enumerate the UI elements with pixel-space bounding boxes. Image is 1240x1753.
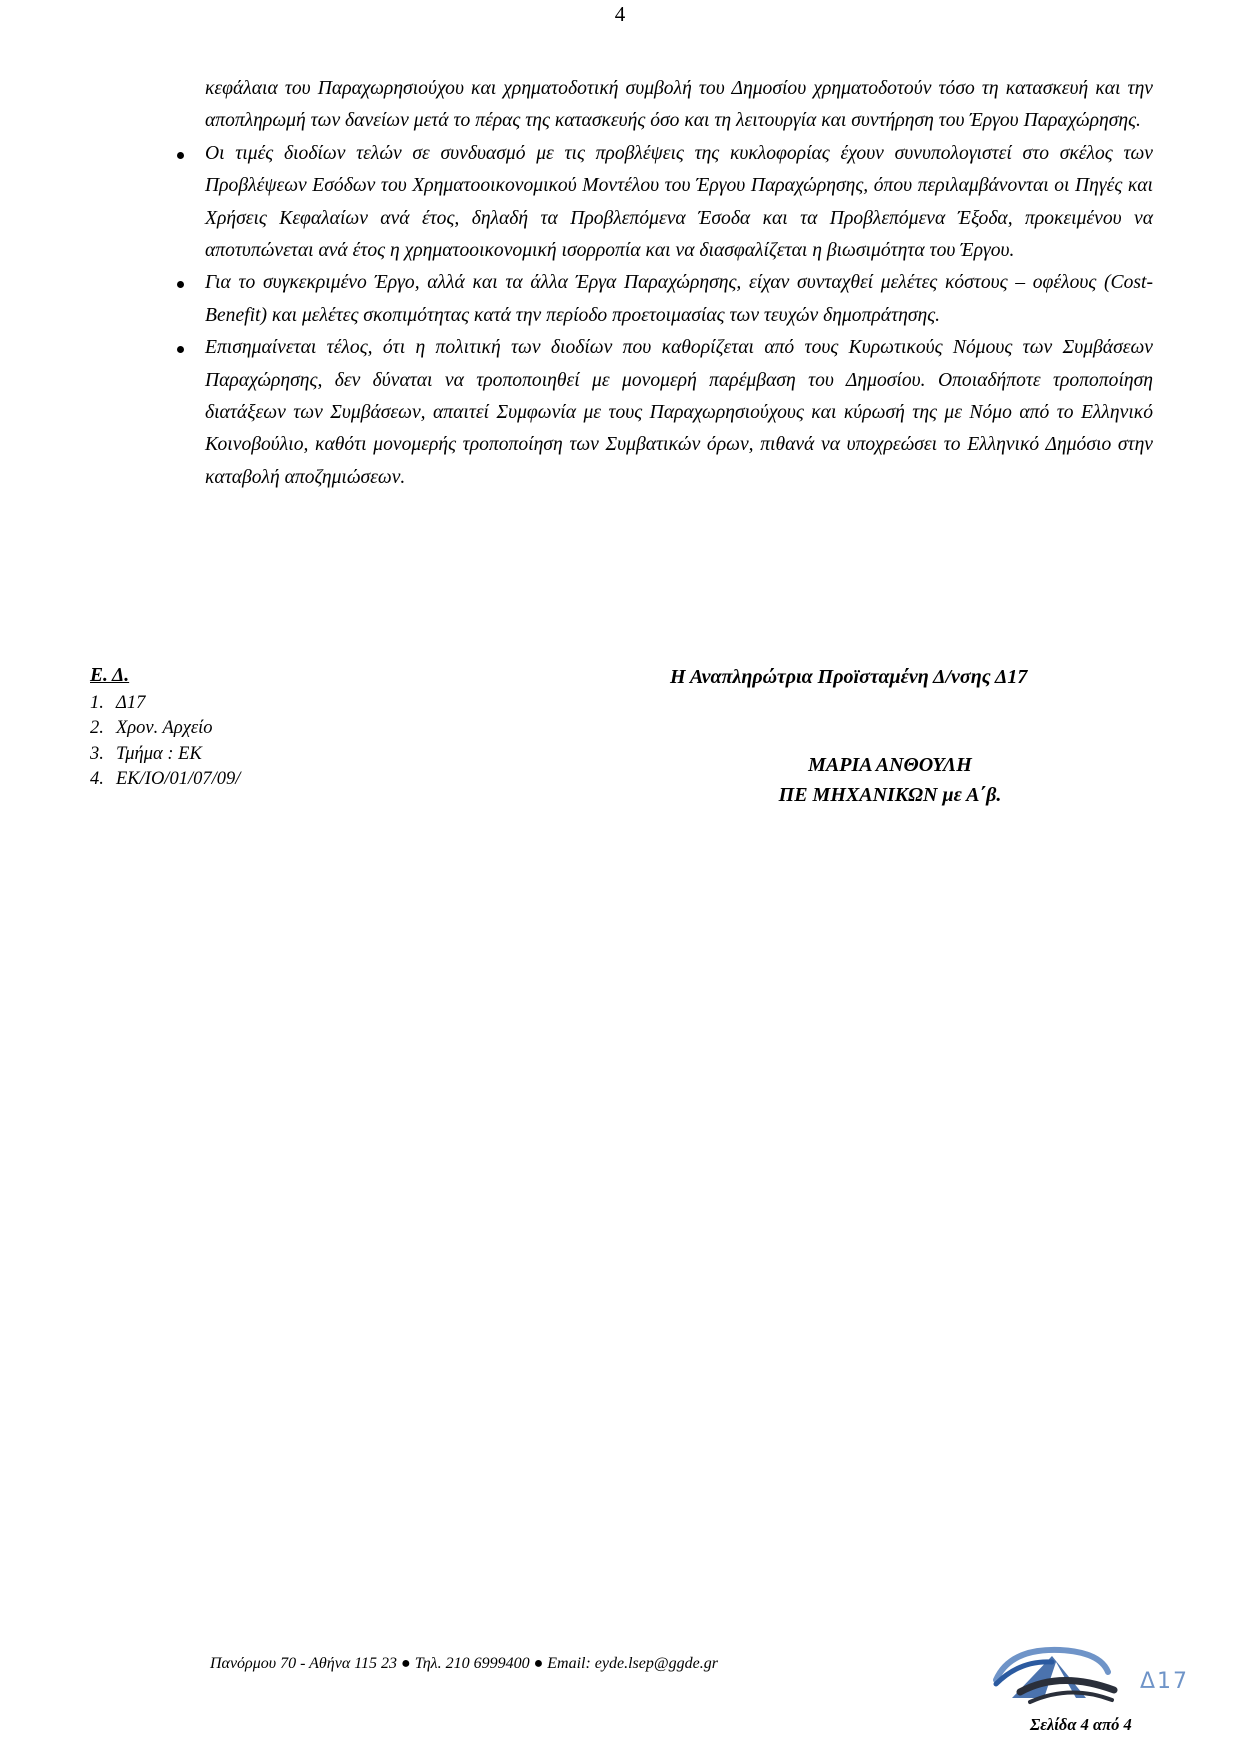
signature-block xyxy=(640,663,1140,810)
bullet-text: Για το συγκεκριμένο Έργο, αλλά και τα άλλα Έργα Παραχώρησης, είχαν συνταχθεί μελέτες κόστους – οφέλους (Cost-Benefit) και μελέτες σκοπιμότητας κατά την περίοδο προετοιμασίας των τευχών δημοπράτησης. xyxy=(205,272,1153,326)
bullet-item xyxy=(205,332,1153,494)
bullet-item xyxy=(205,267,1153,332)
bullet-item xyxy=(205,138,1153,268)
bullet-text: Οι τιμές διοδίων τελών σε συνδυασμό με τις προβλέψεις της κυκλοφορίας έχουν συνυπολογιστεί στο σκέλος των Προβλέψεων Εσόδων του Χρηματοοικονομικού Μοντέλου του Έργου Παραχώρησης, όπου περιλαμβάνονται οι Πηγές και Χρήσεις Κεφαλαίων ανά έτος, δηλαδή τα Προβλεπόμενα Έσοδα και τα Προβλεπόμενα Έξοδα, προκειμένου να αποτυπώνεται ανά έτος η χρηματοοικονομική ισορροπία και να διασφαλίζεται η βιωσιμότητα του Έργου. xyxy=(205,142,1153,262)
distribution-item-number: 1. xyxy=(90,692,104,713)
distribution-item xyxy=(90,691,240,717)
d17-logo-icon xyxy=(990,1640,1210,1710)
page-number: 4 xyxy=(614,2,626,26)
distribution-block xyxy=(90,663,240,793)
logo-label: Δ17 xyxy=(1140,1669,1190,1694)
distribution-item-number: 4. xyxy=(90,769,104,789)
bullet-icon xyxy=(177,152,184,159)
distribution-item-text: Δ17 xyxy=(116,692,146,713)
document-body xyxy=(205,73,1153,494)
distribution-item xyxy=(90,716,240,742)
bullet-list xyxy=(205,138,1153,494)
signatory-role: Η Αναπληρώτρια Προϊσταμένη Δ/νσης Δ17 xyxy=(670,666,1028,688)
signatory-name: ΜΑΡΙΑ ΑΝΘΟΥΛΗ xyxy=(808,754,972,776)
distribution-item-number: 2. xyxy=(90,718,104,738)
distribution-item xyxy=(90,767,240,793)
distribution-item-text: Τμήμα : ΕΚ xyxy=(116,743,202,764)
distribution-item xyxy=(90,742,240,768)
intro-paragraph: κεφάλαια του Παραχωρησιούχου και χρηματοδοτική συμβολή του Δημοσίου χρηματοδοτούν τόσο τη κατασκευή και την αποπληρωμή των δανείων μετά το πέρας της κατασκευής όσο και τη λειτουργία και συντήρηση του Έργου Παραχώρησης. xyxy=(205,78,1153,132)
bullet-icon xyxy=(177,281,184,288)
page-indicator: Σελίδα 4 από 4 xyxy=(1030,1715,1132,1734)
d17-logo xyxy=(990,1640,1210,1715)
bullet-icon xyxy=(177,346,184,353)
signatory-rank: ΠΕ ΜΗΧΑΝΙΚΩΝ με Α΄β. xyxy=(778,784,1002,806)
distribution-title: Ε. Δ. xyxy=(90,665,130,686)
distribution-item-text: ΕΚ/ΙΟ/01/07/09/ xyxy=(116,769,241,789)
distribution-list xyxy=(90,691,240,793)
bullet-text: Επισημαίνεται τέλος, ότι η πολιτική των διοδίων που καθορίζεται από τους Κυρωτικούς Νόμους των Συμβάσεων Παραχώρησης, δεν δύναται να τροποποιηθεί με μονομερή παρέμβαση του Δημοσίου. Οποιαδήποτε τροποποίηση διατάξεων των Συμβάσεων, απαιτεί Συμφωνία με τους Παραχωρησιούχους και κύρωσή της με Νόμο από το Ελληνικό Κοινοβούλιο, καθότι μονομερής τροποποίηση των Συμβατικών όρων, πιθανά να υποχρεώσει το Ελληνικό Δημόσιο στην καταβολή αποζημιώσεων. xyxy=(205,337,1153,488)
footer-contact: Πανόρμου 70 - Αθήνα 115 23 ● Τηλ. 210 6999400 ● Email: eyde.lsep@ggde.gr xyxy=(210,1655,718,1672)
distribution-item-text: Χρον. Αρχείο xyxy=(116,718,213,738)
distribution-item-number: 3. xyxy=(90,743,104,764)
